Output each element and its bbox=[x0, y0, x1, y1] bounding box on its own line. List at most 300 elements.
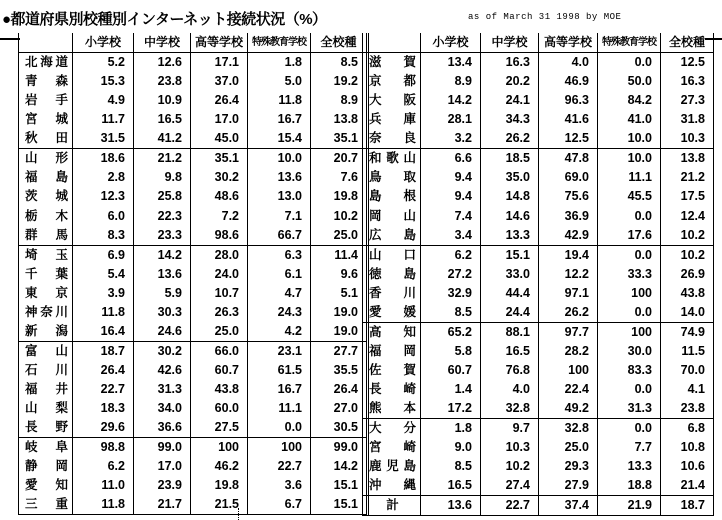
value-cell: 98.8 bbox=[73, 438, 134, 458]
header-junior-high: 中学校 bbox=[134, 33, 191, 53]
value-cell: 24.6 bbox=[134, 322, 191, 342]
value-cell: 10.8 bbox=[661, 438, 714, 457]
value-cell: 16.3 bbox=[481, 53, 539, 73]
table-row bbox=[363, 342, 714, 361]
value-cell: 5.0 bbox=[248, 72, 311, 91]
value-cell: 28.0 bbox=[191, 245, 248, 265]
prefecture-name: 兵庫 bbox=[363, 110, 421, 129]
prefecture-name: 長野 bbox=[19, 418, 73, 438]
value-cell: 16.4 bbox=[73, 322, 134, 342]
value-cell: 20.7 bbox=[311, 149, 368, 169]
value-cell: 47.8 bbox=[539, 149, 598, 169]
value-cell: 9.4 bbox=[421, 187, 481, 206]
value-cell: 100 bbox=[248, 438, 311, 458]
value-cell: 0.0 bbox=[248, 418, 311, 438]
table-row bbox=[19, 91, 368, 110]
value-cell: 16.7 bbox=[248, 110, 311, 129]
value-cell: 5.2 bbox=[73, 53, 134, 73]
header-special: 特殊教育学校 bbox=[598, 33, 661, 53]
value-cell: 8.9 bbox=[311, 91, 368, 110]
table-row bbox=[19, 361, 368, 380]
prefecture-name: 熊本 bbox=[363, 399, 421, 419]
value-cell: 18.8 bbox=[598, 476, 661, 496]
value-cell: 46.2 bbox=[191, 457, 248, 476]
value-cell: 13.8 bbox=[661, 149, 714, 169]
value-cell: 84.2 bbox=[598, 91, 661, 110]
value-cell: 26.4 bbox=[191, 91, 248, 110]
value-cell: 76.8 bbox=[481, 361, 539, 380]
value-cell: 9.7 bbox=[481, 419, 539, 439]
value-cell: 16.5 bbox=[481, 342, 539, 361]
prefecture-name: 山口 bbox=[363, 245, 421, 265]
value-cell: 14.0 bbox=[661, 303, 714, 323]
value-cell: 0.0 bbox=[598, 380, 661, 399]
value-cell: 2.8 bbox=[73, 168, 134, 187]
value-cell: 23.1 bbox=[248, 341, 311, 361]
prefecture-name: 石川 bbox=[19, 361, 73, 380]
table-row bbox=[363, 419, 714, 439]
value-cell: 6.7 bbox=[248, 495, 311, 515]
value-cell: 21.7 bbox=[134, 495, 191, 515]
value-cell: 26.4 bbox=[73, 361, 134, 380]
table-row bbox=[19, 399, 368, 418]
value-cell: 46.9 bbox=[539, 72, 598, 91]
value-cell: 24.0 bbox=[191, 265, 248, 284]
prefecture-name: 長崎 bbox=[363, 380, 421, 399]
value-cell: 9.6 bbox=[311, 265, 368, 284]
table-row bbox=[363, 168, 714, 187]
value-cell: 9.4 bbox=[421, 168, 481, 187]
prefecture-name: 愛媛 bbox=[363, 303, 421, 323]
prefecture-name: 島根 bbox=[363, 187, 421, 206]
value-cell: 11.8 bbox=[73, 303, 134, 322]
value-cell: 10.9 bbox=[134, 91, 191, 110]
value-cell: 27.4 bbox=[481, 476, 539, 496]
prefecture-name: 滋賀 bbox=[363, 53, 421, 73]
value-cell: 22.7 bbox=[481, 496, 539, 516]
value-cell: 88.1 bbox=[481, 322, 539, 342]
header-elementary: 小学校 bbox=[73, 33, 134, 53]
value-cell: 37.4 bbox=[539, 496, 598, 516]
prefecture-name: 広島 bbox=[363, 226, 421, 246]
page-title: ●都道府県別校種別インターネット接続状況（%） bbox=[2, 11, 327, 28]
table-row bbox=[363, 265, 714, 284]
table-row bbox=[363, 399, 714, 419]
value-cell: 8.5 bbox=[421, 303, 481, 323]
value-cell: 17.0 bbox=[191, 110, 248, 129]
table-row bbox=[19, 187, 368, 206]
value-cell: 11.5 bbox=[661, 342, 714, 361]
prefecture-name: 新潟 bbox=[19, 322, 73, 342]
value-cell: 37.0 bbox=[191, 72, 248, 91]
value-cell: 66.7 bbox=[248, 226, 311, 246]
value-cell: 19.0 bbox=[311, 322, 368, 342]
value-cell: 10.0 bbox=[248, 149, 311, 169]
value-cell: 66.0 bbox=[191, 341, 248, 361]
prefecture-name: 鹿児島 bbox=[363, 457, 421, 476]
table-row bbox=[19, 206, 368, 225]
value-cell: 14.8 bbox=[481, 187, 539, 206]
table-row bbox=[19, 438, 368, 458]
value-cell: 17.2 bbox=[421, 399, 481, 419]
value-cell: 10.2 bbox=[661, 226, 714, 246]
value-cell: 23.8 bbox=[661, 399, 714, 419]
value-cell: 35.1 bbox=[191, 149, 248, 169]
value-cell: 23.3 bbox=[134, 226, 191, 246]
value-cell: 7.1 bbox=[248, 206, 311, 225]
value-cell: 5.9 bbox=[134, 284, 191, 303]
table-row bbox=[19, 322, 368, 342]
value-cell: 26.4 bbox=[311, 380, 368, 399]
value-cell: 8.5 bbox=[311, 53, 368, 73]
value-cell: 26.2 bbox=[539, 303, 598, 323]
value-cell: 1.8 bbox=[421, 419, 481, 439]
value-cell: 10.6 bbox=[661, 457, 714, 476]
value-cell: 33.3 bbox=[598, 265, 661, 284]
value-cell: 22.4 bbox=[539, 380, 598, 399]
value-cell: 3.9 bbox=[73, 284, 134, 303]
header-all: 全校種 bbox=[311, 33, 368, 53]
value-cell: 1.4 bbox=[421, 380, 481, 399]
value-cell: 12.4 bbox=[661, 206, 714, 225]
table-row bbox=[363, 149, 714, 169]
value-cell: 99.0 bbox=[134, 438, 191, 458]
prefecture-name: 沖縄 bbox=[363, 476, 421, 496]
value-cell: 50.0 bbox=[598, 72, 661, 91]
value-cell: 13.3 bbox=[481, 226, 539, 246]
value-cell: 11.4 bbox=[311, 245, 368, 265]
prefecture-name: 北海道 bbox=[19, 53, 73, 73]
value-cell: 41.2 bbox=[134, 129, 191, 149]
table-row bbox=[19, 53, 368, 73]
value-cell: 14.2 bbox=[134, 245, 191, 265]
prefecture-name: 神奈川 bbox=[19, 303, 73, 322]
header-elementary: 小学校 bbox=[421, 33, 481, 53]
table-row bbox=[19, 149, 368, 169]
value-cell: 4.1 bbox=[661, 380, 714, 399]
value-cell: 1.8 bbox=[248, 53, 311, 73]
prefecture-name: 香川 bbox=[363, 284, 421, 303]
value-cell: 30.0 bbox=[598, 342, 661, 361]
value-cell: 19.8 bbox=[191, 476, 248, 495]
rule-left bbox=[0, 38, 20, 40]
value-cell: 4.9 bbox=[73, 91, 134, 110]
table-row bbox=[363, 457, 714, 476]
value-cell: 35.5 bbox=[311, 361, 368, 380]
value-cell: 11.7 bbox=[73, 110, 134, 129]
value-cell: 3.2 bbox=[421, 129, 481, 149]
value-cell: 15.1 bbox=[481, 245, 539, 265]
value-cell: 42.9 bbox=[539, 226, 598, 246]
header-special: 特殊教育学校 bbox=[248, 33, 311, 53]
value-cell: 6.1 bbox=[248, 265, 311, 284]
value-cell: 19.8 bbox=[311, 187, 368, 206]
table-row bbox=[363, 110, 714, 129]
value-cell: 10.2 bbox=[661, 245, 714, 265]
prefecture-name: 愛知 bbox=[19, 476, 73, 495]
value-cell: 16.5 bbox=[421, 476, 481, 496]
value-cell: 4.7 bbox=[248, 284, 311, 303]
value-cell: 0.0 bbox=[598, 53, 661, 73]
prefecture-name: 千葉 bbox=[19, 265, 73, 284]
table-row bbox=[19, 457, 368, 476]
value-cell: 0.0 bbox=[598, 303, 661, 323]
prefecture-name: 京都 bbox=[363, 72, 421, 91]
prefecture-name: 東京 bbox=[19, 284, 73, 303]
table-row bbox=[363, 206, 714, 225]
value-cell: 33.0 bbox=[481, 265, 539, 284]
table-row bbox=[19, 476, 368, 495]
value-cell: 0.0 bbox=[598, 419, 661, 439]
value-cell: 5.4 bbox=[73, 265, 134, 284]
value-cell: 6.3 bbox=[248, 245, 311, 265]
value-cell: 3.4 bbox=[421, 226, 481, 246]
value-cell: 30.2 bbox=[134, 341, 191, 361]
value-cell: 99.0 bbox=[311, 438, 368, 458]
table-row bbox=[363, 303, 714, 323]
value-cell: 12.3 bbox=[73, 187, 134, 206]
value-cell: 28.1 bbox=[421, 110, 481, 129]
table-row bbox=[19, 495, 368, 515]
value-cell: 6.2 bbox=[421, 245, 481, 265]
value-cell: 6.6 bbox=[421, 149, 481, 169]
value-cell: 0.0 bbox=[598, 206, 661, 225]
value-cell: 21.4 bbox=[661, 476, 714, 496]
value-cell: 14.6 bbox=[481, 206, 539, 225]
table-row bbox=[19, 129, 368, 149]
value-cell: 43.8 bbox=[661, 284, 714, 303]
value-cell: 20.2 bbox=[481, 72, 539, 91]
prefecture-name: 静岡 bbox=[19, 457, 73, 476]
value-cell: 96.3 bbox=[539, 91, 598, 110]
value-cell: 27.9 bbox=[539, 476, 598, 496]
value-cell: 10.0 bbox=[598, 149, 661, 169]
prefecture-name: 岡山 bbox=[363, 206, 421, 225]
value-cell: 4.0 bbox=[481, 380, 539, 399]
value-cell: 31.3 bbox=[134, 380, 191, 399]
table-row bbox=[363, 72, 714, 91]
prefecture-name: 岩手 bbox=[19, 91, 73, 110]
prefecture-name: 佐賀 bbox=[363, 361, 421, 380]
value-cell: 44.4 bbox=[481, 284, 539, 303]
prefecture-name: 宮城 bbox=[19, 110, 73, 129]
value-cell: 60.7 bbox=[191, 361, 248, 380]
value-cell: 17.0 bbox=[134, 457, 191, 476]
table-row bbox=[363, 322, 714, 342]
table-row bbox=[363, 226, 714, 246]
value-cell: 11.0 bbox=[73, 476, 134, 495]
prefecture-name: 栃木 bbox=[19, 206, 73, 225]
value-cell: 18.6 bbox=[73, 149, 134, 169]
value-cell: 98.6 bbox=[191, 226, 248, 246]
value-cell: 32.8 bbox=[539, 419, 598, 439]
prefecture-name: 埼玉 bbox=[19, 245, 73, 265]
prefecture-name: 高知 bbox=[363, 322, 421, 342]
prefecture-name: 和歌山 bbox=[363, 149, 421, 169]
value-cell: 35.1 bbox=[311, 129, 368, 149]
value-cell: 22.7 bbox=[73, 380, 134, 399]
table-row bbox=[19, 418, 368, 438]
table-row bbox=[19, 110, 368, 129]
value-cell: 3.6 bbox=[248, 476, 311, 495]
prefecture-name: 徳島 bbox=[363, 265, 421, 284]
value-cell: 17.6 bbox=[598, 226, 661, 246]
value-cell: 18.3 bbox=[73, 399, 134, 418]
value-cell: 42.6 bbox=[134, 361, 191, 380]
dotted-mark bbox=[238, 508, 240, 520]
value-cell: 10.2 bbox=[311, 206, 368, 225]
value-cell: 14.2 bbox=[421, 91, 481, 110]
value-cell: 43.8 bbox=[191, 380, 248, 399]
value-cell: 27.5 bbox=[191, 418, 248, 438]
value-cell: 31.5 bbox=[73, 129, 134, 149]
value-cell: 6.0 bbox=[73, 206, 134, 225]
value-cell: 18.5 bbox=[481, 149, 539, 169]
value-cell: 10.0 bbox=[598, 129, 661, 149]
table-right bbox=[362, 33, 714, 516]
value-cell: 23.9 bbox=[134, 476, 191, 495]
value-cell: 70.0 bbox=[661, 361, 714, 380]
prefecture-name: 大阪 bbox=[363, 91, 421, 110]
value-cell: 30.2 bbox=[191, 168, 248, 187]
value-cell: 13.6 bbox=[134, 265, 191, 284]
table-row bbox=[19, 303, 368, 322]
value-cell: 24.4 bbox=[481, 303, 539, 323]
value-cell: 27.3 bbox=[661, 91, 714, 110]
value-cell: 25.8 bbox=[134, 187, 191, 206]
table-row bbox=[19, 265, 368, 284]
value-cell: 29.6 bbox=[73, 418, 134, 438]
value-cell: 10.3 bbox=[661, 129, 714, 149]
value-cell: 6.8 bbox=[661, 419, 714, 439]
value-cell: 19.0 bbox=[311, 303, 368, 322]
value-cell: 8.3 bbox=[73, 226, 134, 246]
prefecture-name: 富山 bbox=[19, 341, 73, 361]
prefecture-name: 宮崎 bbox=[363, 438, 421, 457]
value-cell: 13.6 bbox=[248, 168, 311, 187]
value-cell: 25.0 bbox=[539, 438, 598, 457]
value-cell: 10.7 bbox=[191, 284, 248, 303]
value-cell: 6.9 bbox=[73, 245, 134, 265]
table-row bbox=[363, 380, 714, 399]
value-cell: 21.5 bbox=[191, 495, 248, 515]
table-row bbox=[19, 284, 368, 303]
value-cell: 97.7 bbox=[539, 322, 598, 342]
prefecture-name: 鳥取 bbox=[363, 168, 421, 187]
value-cell: 17.5 bbox=[661, 187, 714, 206]
value-cell: 32.8 bbox=[481, 399, 539, 419]
table-row bbox=[363, 187, 714, 206]
value-cell: 29.3 bbox=[539, 457, 598, 476]
prefecture-name: 福島 bbox=[19, 168, 73, 187]
value-cell: 5.1 bbox=[311, 284, 368, 303]
value-cell: 0.0 bbox=[598, 245, 661, 265]
value-cell: 7.7 bbox=[598, 438, 661, 457]
value-cell: 13.0 bbox=[248, 187, 311, 206]
header-high: 高等学校 bbox=[539, 33, 598, 53]
table-row bbox=[19, 380, 368, 399]
value-cell: 7.4 bbox=[421, 206, 481, 225]
table-row bbox=[19, 226, 368, 246]
prefecture-name: 青森 bbox=[19, 72, 73, 91]
value-cell: 11.8 bbox=[248, 91, 311, 110]
value-cell: 30.5 bbox=[311, 418, 368, 438]
value-cell: 16.3 bbox=[661, 72, 714, 91]
value-cell: 12.5 bbox=[661, 53, 714, 73]
value-cell: 27.2 bbox=[421, 265, 481, 284]
value-cell: 8.5 bbox=[421, 457, 481, 476]
value-cell: 74.9 bbox=[661, 322, 714, 342]
value-cell: 31.3 bbox=[598, 399, 661, 419]
value-cell: 24.1 bbox=[481, 91, 539, 110]
value-cell: 41.0 bbox=[598, 110, 661, 129]
value-cell: 10.3 bbox=[481, 438, 539, 457]
value-cell: 100 bbox=[539, 361, 598, 380]
value-cell: 12.2 bbox=[539, 265, 598, 284]
value-cell: 4.0 bbox=[539, 53, 598, 73]
value-cell: 7.2 bbox=[191, 206, 248, 225]
table-row bbox=[363, 91, 714, 110]
prefecture-name: 茨城 bbox=[19, 187, 73, 206]
value-cell: 60.7 bbox=[421, 361, 481, 380]
value-cell: 15.3 bbox=[73, 72, 134, 91]
table-row bbox=[19, 168, 368, 187]
value-cell: 31.8 bbox=[661, 110, 714, 129]
value-cell: 12.6 bbox=[134, 53, 191, 73]
table-row bbox=[363, 361, 714, 380]
value-cell: 22.7 bbox=[248, 457, 311, 476]
header-blank bbox=[363, 33, 421, 53]
value-cell: 12.5 bbox=[539, 129, 598, 149]
value-cell: 25.0 bbox=[191, 322, 248, 342]
header-high: 高等学校 bbox=[191, 33, 248, 53]
prefecture-name: 三重 bbox=[19, 495, 73, 515]
value-cell: 15.4 bbox=[248, 129, 311, 149]
prefecture-name: 福井 bbox=[19, 380, 73, 399]
value-cell: 15.1 bbox=[311, 476, 368, 495]
value-cell: 24.3 bbox=[248, 303, 311, 322]
value-cell: 9.0 bbox=[421, 438, 481, 457]
header-blank bbox=[19, 33, 73, 53]
source-note: as of March 31 1998 by MOE bbox=[468, 12, 622, 22]
value-cell: 100 bbox=[191, 438, 248, 458]
value-cell: 19.2 bbox=[311, 72, 368, 91]
table-row bbox=[363, 284, 714, 303]
value-cell: 22.3 bbox=[134, 206, 191, 225]
value-cell: 49.2 bbox=[539, 399, 598, 419]
table-row bbox=[363, 245, 714, 265]
value-cell: 61.5 bbox=[248, 361, 311, 380]
value-cell: 13.6 bbox=[421, 496, 481, 516]
value-cell: 6.2 bbox=[73, 457, 134, 476]
value-cell: 100 bbox=[598, 322, 661, 342]
value-cell: 11.1 bbox=[598, 168, 661, 187]
value-cell: 8.9 bbox=[421, 72, 481, 91]
value-cell: 45.0 bbox=[191, 129, 248, 149]
header-junior-high: 中学校 bbox=[481, 33, 539, 53]
value-cell: 34.3 bbox=[481, 110, 539, 129]
value-cell: 45.5 bbox=[598, 187, 661, 206]
prefecture-name: 奈良 bbox=[363, 129, 421, 149]
value-cell: 21.2 bbox=[661, 168, 714, 187]
value-cell: 26.3 bbox=[191, 303, 248, 322]
value-cell: 30.3 bbox=[134, 303, 191, 322]
prefecture-name: 大分 bbox=[363, 419, 421, 439]
table-row bbox=[363, 53, 714, 73]
value-cell: 14.2 bbox=[311, 457, 368, 476]
value-cell: 97.1 bbox=[539, 284, 598, 303]
value-cell: 36.9 bbox=[539, 206, 598, 225]
